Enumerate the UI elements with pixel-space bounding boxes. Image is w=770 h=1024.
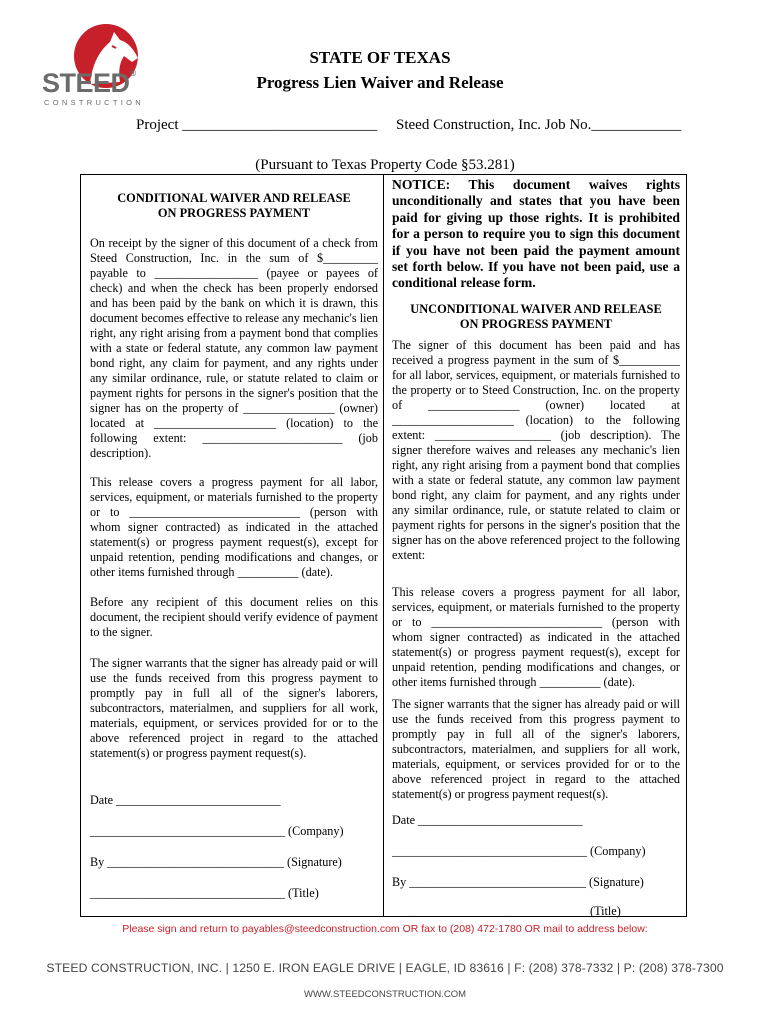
job-number-field[interactable]: Steed Construction, Inc. Job No.____________ xyxy=(396,117,682,133)
column-divider xyxy=(383,174,384,917)
unconditional-paragraph-3: The signer warrants that the signer has already paid or will use the funds received from this progress payment to promptly pay in full all of the signer's laborers, subcontractors, materialmen, and suppliers for all work, materials, equipment, or services provided for or to the above referenced project in regard to the attached statement(s) or progress payment request(s). xyxy=(392,697,680,801)
steed-logo xyxy=(40,22,150,110)
page-subtitle: Progress Lien Waiver and Release xyxy=(256,73,504,92)
unconditional-title-field[interactable]: ________________________________ (Title) xyxy=(392,904,621,918)
company-website[interactable]: WWW.STEEDCONSTRUCTION.COM xyxy=(303,989,466,1000)
conditional-signature-field[interactable]: By _____________________________ (Signature) xyxy=(90,855,342,869)
conditional-heading xyxy=(90,191,378,221)
unconditional-heading-line1: UNCONDITIONAL WAIVER AND RELEASE xyxy=(410,302,662,316)
pursuant-note: (Pursuant to Texas Property Code §53.281) xyxy=(255,157,515,173)
unconditional-date-field[interactable]: Date ___________________________ xyxy=(392,813,583,827)
notice-text: NOTICE: This document waives rights unconditionally and states that you have been paid for giving up those rights. It is prohibited for a person to require you to sign this document if you have not been paid the payment amount set forth below. If you have not been paid, use a conditional release form. xyxy=(392,177,680,291)
conditional-date-field[interactable]: Date ___________________________ xyxy=(90,793,281,807)
unconditional-company-field[interactable]: ________________________________ (Company) xyxy=(392,844,646,858)
unconditional-paragraph-1: The signer of this document has been paid and has received a progress payment in the sum of $__________ for all labor, services, equipment, or materials furnished to the property or to Steed Construction, Inc. on the property of _______________ (owner) located at ____________________ (location) to the following extent: ___________________ (job description). The signer therefore waives and releases any mechanic's lien right, any right arising from a payment bond that complies with a state or federal statute, any common law payment bond right, any claim for payment, and any rights under any similar ordinance, rule, or statute related to claim or payment rights for persons in the signer's position that the signer has on the above referenced project to the following extent: xyxy=(392,338,680,562)
project-field[interactable]: Project __________________________ xyxy=(136,117,378,133)
conditional-paragraph-3: Before any recipient of this document relies on this document, the recipient should verify evidence of payment to the signer. xyxy=(90,595,378,639)
conditional-heading-line1: CONDITIONAL WAIVER AND RELEASE xyxy=(117,191,351,205)
company-address: STEED CONSTRUCTION, INC. | 1250 E. IRON EAGLE DRIVE | EAGLE, ID 83616 | F: (208) 378-7332 | P: (208) 378-7300 xyxy=(46,961,724,975)
conditional-title-field[interactable]: ________________________________ (Title) xyxy=(90,886,319,900)
logo-subtitle: CONSTRUCTION xyxy=(44,98,145,107)
unconditional-heading-line2: ON PROGRESS PAYMENT xyxy=(459,317,613,331)
conditional-heading-line2: ON PROGRESS PAYMENT xyxy=(157,206,311,220)
logo-wordmark: STEED xyxy=(42,68,130,98)
conditional-paragraph-1: On receipt by the signer of this document of a check from Steed Construction, Inc. in the sum of $_________ payable to _________________ (payee or payees of check) and when the check has been properly endorsed and has been paid by the bank on which it is drawn, this document becomes effective to release any mechanic's lien right, any right arising from a payment bond that complies with a state or federal statute, any common law payment bond right, any claim for payment, and any rights under any similar ordinance, rule, or statute related to claim or payment rights for persons in the signer's position that the signer has on the property of _______________ (owner) located at ____________________ (location) to the following extent: _______________________ (job description). xyxy=(90,236,378,460)
unconditional-heading xyxy=(392,302,680,332)
registered-mark: ® xyxy=(129,68,136,78)
return-instructions: Please sign and return to payables@steedconstruction.com OR fax to (208) 472-1780 OR mail to address below: xyxy=(122,923,648,935)
page-title: STATE OF TEXAS xyxy=(309,48,451,67)
unconditional-signature-field[interactable]: By _____________________________ (Signature) xyxy=(392,875,644,889)
conditional-company-field[interactable]: ________________________________ (Company) xyxy=(90,824,344,838)
conditional-paragraph-2: This release covers a progress payment for all labor, services, equipment, or materials furnished to the property or to ____________________________ (person with whom signer contracted) as indicated in the attached statement(s) or progress payment request(s), except for unpaid retention, pending modifications and changes, or other items furnished through __________ (date). xyxy=(90,475,378,579)
unconditional-paragraph-2: This release covers a progress payment for all labor, services, equipment, or materials furnished to the property or to ____________________________ (person with whom signer contracted) as indicated in the attached statement(s) or progress payment request(s), except for unpaid retention, pending modifications and changes, or other items furnished through __________ (date). xyxy=(392,585,680,689)
conditional-paragraph-4: The signer warrants that the signer has already paid or will use the funds received from this progress payment to promptly pay in full all of the signer's laborers, subcontractors, materialmen, and suppliers for all work, materials, equipment, or services provided for or to the above referenced project in regard to the attached statement(s) or progress payment request(s). xyxy=(90,656,378,760)
